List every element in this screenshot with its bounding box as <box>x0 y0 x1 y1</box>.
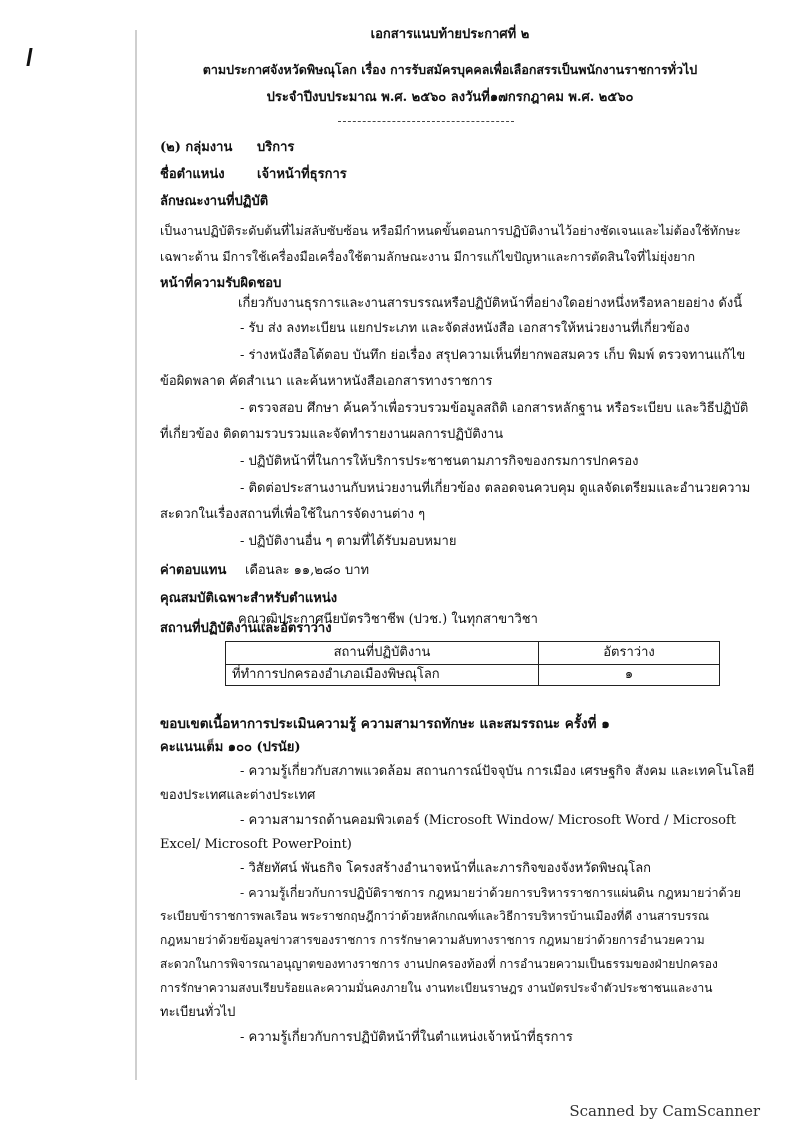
duty-item-1: - รับ ส่ง ลงทะเบียน แยกประเภท และจัดส่งหนังสือ เอกสารให้หน่วยงานที่เกี่ยวข้อง <box>240 321 690 336</box>
header-line-3: ประจำปีงบประมาณ พ.ศ. ๒๕๖๐ ลงวันที่๑๗กรกฎาคม พ.ศ. ๒๕๖๐ <box>266 90 634 105</box>
scan-edge-mark <box>26 48 32 66</box>
exam-item-1: - ความรู้เกี่ยวกับสภาพแวดล้อม สถานการณ์ปัจจุบัน การเมือง เศรษฐกิจ สังคม และเทคโนโลยี <box>240 764 755 779</box>
page-edge-shadow <box>135 30 137 1080</box>
table-row <box>226 665 720 686</box>
position-value: เจ้าหน้าที่ธุรการ <box>257 167 347 182</box>
exam-item-5: - ความรู้เกี่ยวกับการปฏิบัติหน้าที่ในตำแหน่งเจ้าหน้าที่ธุรการ <box>240 1030 573 1045</box>
workplace-heading: สถานที่ปฏิบัติงานและอัตราว่าง <box>160 621 332 636</box>
duties-intro: เกี่ยวกับงานธุรการและงานสารบรรณหรือปฏิบัติหน้าที่อย่างใดอย่างหนึ่งหรือหลายอย่าง ดังนี้ <box>238 296 743 311</box>
vacancy-table-header <box>226 642 720 665</box>
duty-item-4: - ปฏิบัติหน้าที่ในการให้บริการประชาชนตามภารกิจของกรมการปกครอง <box>240 454 639 469</box>
exam-score: คะแนนเต็ม ๑๐๐ (ปรนัย) <box>160 740 301 755</box>
row-rate: ๑ <box>539 665 720 686</box>
duties-heading: หน้าที่ความรับผิดชอบ <box>160 276 282 291</box>
duty-item-5-cont: สะดวกในเรื่องสถานที่เพื่อใช้ในการจัดงานต่าง ๆ <box>160 507 426 522</box>
duty-item-6: - ปฏิบัติงานอื่น ๆ ตามที่ได้รับมอบหมาย <box>240 534 457 549</box>
header-divider <box>338 121 514 122</box>
header-line-1: เอกสารแนบท้ายประกาศที่ ๒ <box>370 27 530 42</box>
exam-item-1-cont: ของประเทศและต่างประเทศ <box>160 788 316 803</box>
exam-item-4-cont-3: สะดวกในการพิจารณาอนุญาตของทางราชการ งานปกครองท้องที่ การอำนวยความเป็นธรรมของฝ่ายปกครอง <box>160 957 718 971</box>
scanner-watermark: Scanned by CamScanner <box>569 1102 760 1120</box>
duty-item-2: - ร่างหนังสือโต้ตอบ บันทึก ย่อเรื่อง สรุปความเห็นที่ยากพอสมควร เก็บ พิมพ์ ตรวจทานแก้ไข <box>240 348 746 363</box>
exam-item-4-cont-1: ระเบียบข้าราชการพลเรือน พระราชกฤษฎีกาว่าด้วยหลักเกณฑ์และวิธีการบริหารบ้านเมืองที่ดี งานสารบรรณ <box>160 909 709 923</box>
exam-item-4-cont-2: กฎหมายว่าด้วยข้อมูลข่าวสารของราชการ การรักษาความลับทางราชการ กฎหมายว่าด้วยการอำนวยความ <box>160 933 705 947</box>
exam-item-4-cont-5: ทะเบียนทั่วไป <box>160 1005 236 1020</box>
nature-heading: ลักษณะงานที่ปฏิบัติ <box>160 194 269 209</box>
col-header-place: สถานที่ปฏิบัติงาน <box>226 642 539 665</box>
exam-item-4: - ความรู้เกี่ยวกับการปฏิบัติราชการ กฎหมายว่าด้วยการบริหารราชการแผ่นดิน กฎหมายว่าด้วย <box>240 885 741 900</box>
exam-item-4-cont-4: การรักษาความสงบเรียบร้อยและความมั่นคงภายใน งานทะเบียนราษฎร งานบัตรประจำตัวประชาชนและงาน <box>160 981 713 995</box>
pay-value: เดือนละ ๑๑,๒๘๐ บาท <box>245 563 370 578</box>
position-label: ชื่อตำแหน่ง <box>160 167 225 182</box>
nature-line-2: เฉพาะด้าน มีการใช้เครื่องมือเครื่องใช้ตามลักษณะงาน มีการแก้ไขปัญหาและการตัดสินใจที่ไม่ยุ่งยาก <box>160 249 696 264</box>
header-line-2: ตามประกาศจังหวัดพิษณุโลก เรื่อง การรับสมัครบุคคลเพื่อเลือกสรรเป็นพนักงานราชการทั่วไป <box>202 62 698 77</box>
exam-item-2-cont: Excel/ Microsoft PowerPoint) <box>160 837 352 852</box>
col-header-rate: อัตราว่าง <box>539 642 720 665</box>
group-label: (๒) กลุ่มงาน <box>160 140 233 155</box>
exam-item-3: - วิสัยทัศน์ พันธกิจ โครงสร้างอำนาจหน้าที่และภารกิจของจังหวัดพิษณุโลก <box>240 861 652 876</box>
duty-item-3-cont: ที่เกี่ยวข้อง ติดตามรวบรวมและจัดทำรายงานผลการปฏิบัติงาน <box>160 427 504 442</box>
vacancy-table <box>225 641 720 686</box>
row-place: ที่ทำการปกครองอำเภอเมืองพิษณุโลก <box>226 665 539 686</box>
group-value: บริการ <box>257 140 295 155</box>
exam-item-2: - ความสามารถด้านคอมพิวเตอร์ (Microsoft Window/ Microsoft Word / Microsoft <box>240 813 736 828</box>
pay-label: ค่าตอบแทน <box>160 563 227 578</box>
qualification-value: คุณวุฒิประกาศนียบัตรวิชาชีพ (ปวช.) ในทุกสาขาวิชา <box>238 612 538 627</box>
nature-line-1: เป็นงานปฏิบัติระดับต้นที่ไม่สลับซับซ้อน หรือมีกำหนดขั้นตอนการปฏิบัติงานไว้อย่างชัดเจนและไม่ต้องใช้ทักษะ <box>160 223 741 238</box>
duty-item-2-cont: ข้อผิดพลาด คัดสำเนา และค้นหาหนังสือเอกสารทางราชการ <box>160 374 493 389</box>
qualification-heading: คุณสมบัติเฉพาะสำหรับตำแหน่ง <box>160 591 338 606</box>
duty-item-5: - ติดต่อประสานงานกับหน่วยงานที่เกี่ยวข้อง ตลอดจนควบคุม ดูแลจัดเตรียมและอำนวยความ <box>240 481 751 496</box>
exam-heading: ขอบเขตเนื้อหาการประเมินความรู้ ความสามารถทักษะ และสมรรถนะ ครั้งที่ ๑ <box>160 716 610 732</box>
duty-item-3: - ตรวจสอบ ศึกษา ค้นคว้าเพื่อรวบรวมข้อมูลสถิติ เอกสารหลักฐาน หรือระเบียบ และวิธีปฏิบัติ <box>240 401 749 416</box>
